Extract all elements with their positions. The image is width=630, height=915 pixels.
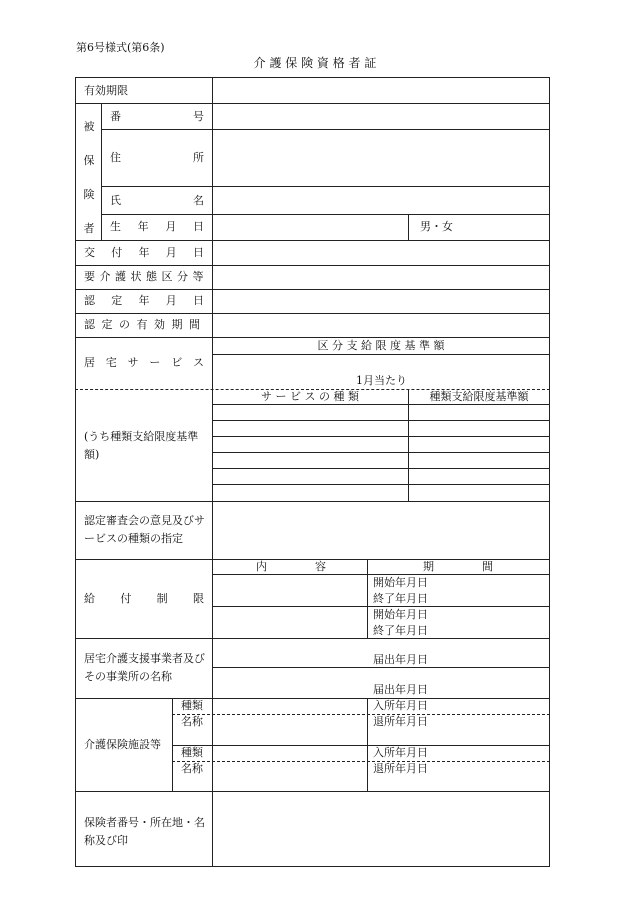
care-facility-label: 介護保険施設等	[84, 738, 161, 751]
review-board-opinion-label: 認定審査会の意見及びサービスの種類の指定	[84, 514, 205, 545]
discharge-date-1: 退所年月日	[373, 715, 428, 728]
restriction-content-header: 内 容	[256, 560, 326, 573]
care-support-provider-label: 居宅介護支援事業者及びその事業所の名称	[84, 652, 205, 683]
facility-type-2: 種類	[181, 746, 203, 759]
facility-name-2: 名称	[181, 762, 203, 775]
admission-date-2: 入所年月日	[373, 746, 428, 759]
restriction-period-header: 期 間	[423, 560, 493, 573]
notification-date-1: 届出年月日	[373, 653, 428, 666]
insurer-label: 保険者番号・所在地・名称及び印	[84, 816, 205, 847]
validity-period-label: 有効期限	[84, 84, 128, 97]
certification-valid-period-label: 認定の有効期間	[84, 318, 207, 331]
insured-number-label: 番 号	[110, 110, 204, 123]
insured-address-label: 住 所	[110, 151, 204, 164]
care-level-label: 要介護状態区分等	[84, 270, 208, 283]
form-number: 第6号様式(第6条)	[76, 41, 165, 54]
discharge-date-2: 退所年月日	[373, 762, 428, 775]
per-month-note: 1月当たり	[356, 374, 407, 387]
insured-group-label: 被 保 険 者	[83, 120, 95, 235]
insured-name-label: 氏 名	[110, 194, 204, 207]
restriction-end-date-1: 終了年月日	[373, 592, 428, 605]
facility-name-1: 名称	[181, 715, 203, 728]
notification-date-2: 届出年月日	[373, 683, 428, 696]
label-column-divider	[212, 77, 213, 867]
gender-option: 男・女	[420, 220, 453, 233]
birth-date-label: 生 年 月 日	[110, 220, 204, 233]
certification-date-label: 認 定 年 月 日	[84, 294, 204, 307]
facility-type-1: 種類	[181, 699, 203, 712]
admission-date-1: 入所年月日	[373, 699, 428, 712]
home-service-label: 居 宅 サ ー ビ ス	[84, 356, 204, 369]
type-limit-header: 種類支給限度基準額	[429, 390, 529, 403]
restriction-start-date-2: 開始年月日	[373, 608, 428, 621]
type-limit-sub-label: (うち種類支給限度基準額)	[84, 430, 199, 461]
restriction-end-date-2: 終了年月日	[373, 624, 428, 637]
service-type-header: サ ー ビ ス の 種 類	[261, 390, 359, 403]
limit-amount-header: 区 分 支 給 限 度 基 準 額	[317, 339, 445, 352]
document-title: 介 護 保 険 資 格 者 証	[253, 56, 377, 70]
issue-date-label: 交 付 年 月 日	[84, 246, 204, 259]
restriction-start-date-1: 開始年月日	[373, 576, 428, 589]
benefit-restriction-label: 給 付 制 限	[84, 592, 204, 605]
